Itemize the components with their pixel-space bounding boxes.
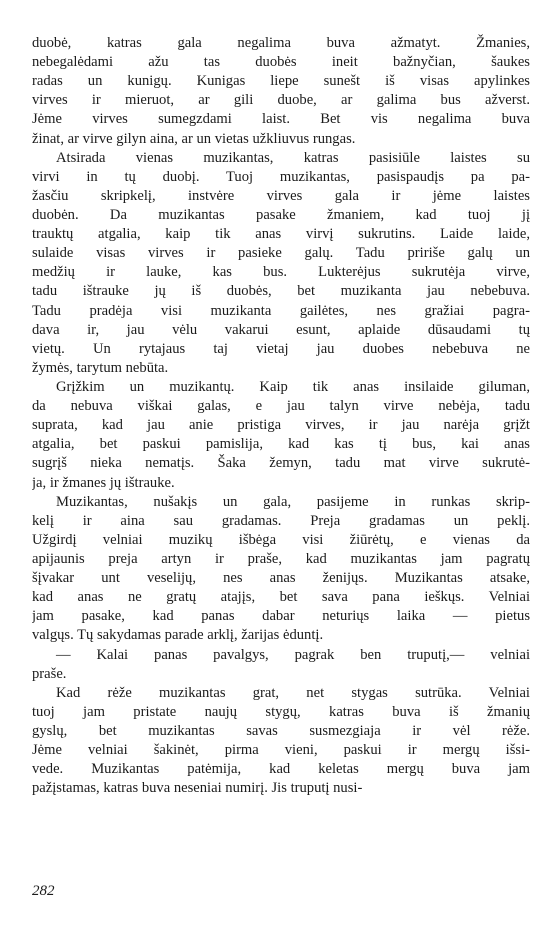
- text-line: pažįstamas, katras buva neseniai numirį. Jis truputį nusi-: [32, 780, 363, 797]
- text-line: Tadu pradėja visi muzikanta gailėtes, nes gražiai pagra-: [32, 302, 530, 319]
- text-line: apijaunis preja artyn ir praše, kad muzikantas jam pagratų: [32, 550, 530, 567]
- text-line: Kad rėže muzikantas grat, net stygas sutrūka. Velniai: [56, 684, 530, 701]
- text-line: sugrįš nieka nematįs. Šaka žemyn, tadu mat virve sukrutė-: [32, 455, 530, 472]
- page-body: [32, 34, 530, 798]
- text-line: vede. Muzikantas patėmija, kad keletas mergų buva jam: [32, 761, 530, 778]
- text-line: šįvakar unt veselijų, nes anas ženijųs. Muzikantas atsake,: [32, 570, 530, 587]
- text-line: žymės, tarytum nebūta.: [32, 359, 169, 376]
- text-line: suprata, kad jau anie pristiga virves, ir jau narėja grįžt: [32, 417, 530, 434]
- text-line: trauktų atgalia, kaip tik anas virvį sukrutins. Laide laide,: [32, 226, 530, 243]
- text-line: tadu ištrauke jų iš duobės, bet muzikanta jau nebebuva.: [32, 283, 530, 300]
- text-line: Jėme velniai šakinėt, pirma vieni, paskui ir mergų išsi-: [32, 742, 530, 759]
- text-line: — Kalai panas pavalgys, pagrak ben truputį,— velniai: [56, 646, 530, 663]
- text-line: praše.: [32, 665, 67, 682]
- text-line: dava ir, jau vėlu vakarui esunt, aplaide dūsaudami tų: [32, 321, 530, 338]
- text-line: radas un kunigų. Kunigas liepe sunešt iš visas apylinkes: [32, 73, 530, 90]
- text-line: nebegalėdami ažu tas duobės ineit bažnyčian, šaukes: [32, 54, 530, 71]
- paragraph: [32, 149, 530, 378]
- paragraph: [32, 493, 530, 646]
- paragraph: [32, 378, 530, 493]
- text-line: duobė, katras gala negalima buva ažmatyt. Žmanies,: [32, 35, 530, 51]
- text-line: valgųs. Tų sakydamas parade arklį, žarijas ėduntį.: [32, 627, 324, 644]
- text-line: ja, ir žmanes jų ištrauke.: [32, 474, 175, 491]
- text-line: Grįžkim un muzikantų. Kaip tik anas insilaide giluman,: [56, 378, 530, 395]
- text-line: gyslų, bet muzikantas savas susmezgiaja ir vėl rėže.: [32, 722, 530, 739]
- page-number: 282: [32, 883, 55, 899]
- text-line: Užgirdį velniai muzikų išbėga visi žiūrėtų, e vienas da: [32, 531, 530, 548]
- text-line: Jėme virves sumegzdami laist. Bet vis negalima buva: [32, 111, 530, 128]
- text-line: vietų. Un rytajaus taj vietaj jau duobes nebebuva ne: [32, 340, 530, 357]
- text-line: atgalia, bet paskui pamislija, kad kas tį bus, kai anas: [32, 436, 530, 453]
- text-line: tuoj jam pristate naujų stygų, katras buva iš žmanių: [32, 703, 530, 720]
- text-line: virvi in tų duobį. Tuoj muzikantas, pasispaudįs pa pa-: [32, 168, 530, 185]
- text-line: medžių ir lauke, kas bus. Lukterėjus sukrutėja virve,: [32, 264, 530, 281]
- paragraph: [32, 646, 530, 684]
- text-line: da nebuva viškai galas, e jau talyn virve nebėja, tadu: [32, 398, 530, 415]
- paragraph: [32, 684, 530, 799]
- text-line: Muzikantas, nušakįs un gala, pasijeme in runkas skrip-: [56, 493, 530, 510]
- text-line: žinat, ar virve gilyn aina, ar un vietas užkliuvus rungas.: [32, 130, 356, 147]
- text-line: sulaide visas virves ir pasieke galų. Tadu pririše galų un: [32, 245, 530, 262]
- paragraph: [32, 34, 530, 149]
- text-line: žasčiu skripkelį, instvėre virves gala ir jėme laistes: [32, 187, 530, 204]
- text-line: duobėn. Da muzikantas pasake žmaniem, kad tuoj jį: [32, 206, 530, 223]
- text-line: virves ir mieruot, ar gili duobe, ar galima bus ažverst.: [32, 92, 530, 109]
- text-line: Atsirada vienas muzikantas, katras pasisiūle laistes su: [56, 149, 530, 166]
- text-line: kelį ir aina sau gradamas. Preja gradamas un peklį.: [32, 512, 530, 529]
- text-line: jam pasake, kad panas dabar neturiųs laika — pietus: [32, 608, 530, 625]
- text-line: kad anas ne gratų atajįs, bet sava pana ieškųs. Velniai: [32, 589, 530, 606]
